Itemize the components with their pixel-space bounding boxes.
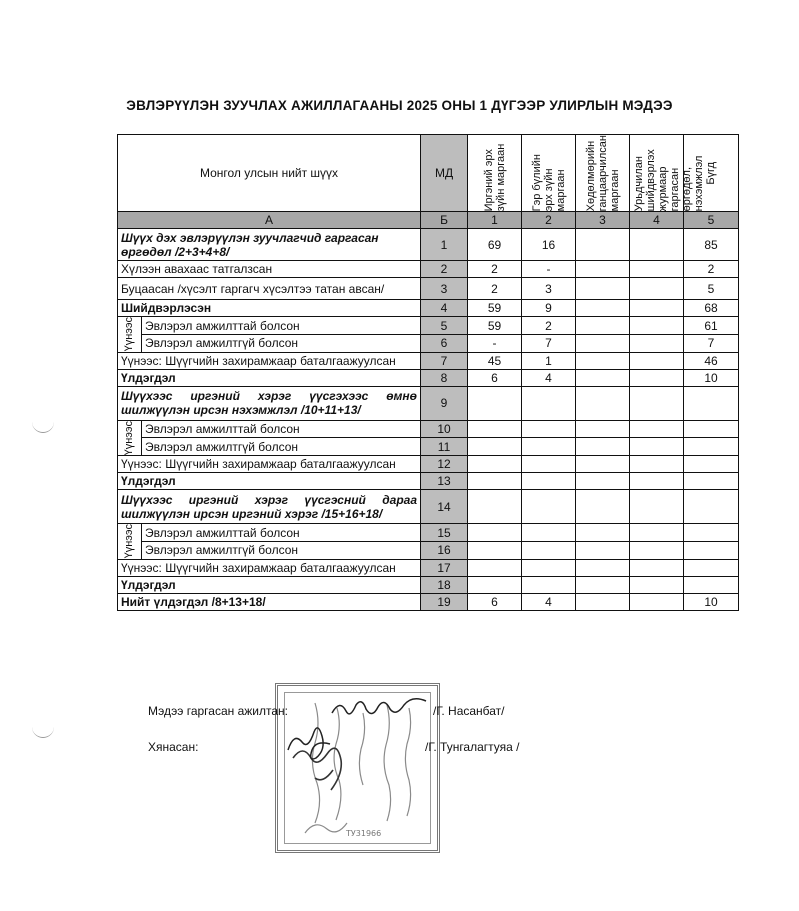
row-cell [576,317,630,335]
table-row [118,456,739,473]
row-cell [468,456,522,473]
header-col-2: Гэр бүлийн эрх зүйн маргаан [522,135,576,212]
row-cell [576,559,630,576]
row-cell: 6 [468,593,522,610]
row-cell: 7 [522,335,576,353]
letter-a: А [118,212,421,229]
header-main: Монгол улсын нийт шүүх [118,135,421,212]
row-cell [576,490,630,524]
reporter-label: Мэдээ гаргасан ажилтан: [148,704,288,718]
row-cell: 46 [684,352,739,369]
row-cell [630,524,684,542]
row-label: Үлдэгдэл [118,369,421,386]
row-cell [630,369,684,386]
row-md: 3 [421,278,468,300]
row-label: Шүүхээс иргэний хэрэг үүсгэсний дараа шилжүүлэн ирсэн иргэний хэрэг /15+16+18/ [118,490,421,524]
row-cell: 59 [468,317,522,335]
row-cell [576,420,630,438]
row-md: 18 [421,576,468,593]
row-cell [522,524,576,542]
row-md: 5 [421,317,468,335]
row-cell [576,524,630,542]
row-cell [684,490,739,524]
row-cell [468,420,522,438]
row-cell: 85 [684,229,739,261]
row-label: Үүнээс: Шүүгчийн захирамжаар баталгаажуулсан [118,352,421,369]
row-md: 10 [421,420,468,438]
row-cell [576,576,630,593]
row-cell [522,420,576,438]
row-cell [468,524,522,542]
letter-5: 5 [684,212,739,229]
row-cell: 4 [522,369,576,386]
row-cell [630,420,684,438]
sub-label: Үүнээс [118,524,142,559]
row-cell: 10 [684,369,739,386]
row-cell [630,576,684,593]
row-cell [576,261,630,278]
row-label: Эвлэрэл амжилттай болсон [142,317,421,335]
row-label: Буцаасан /хүсэлт гаргагч хүсэлтээ татан авсан/ [118,278,421,300]
row-md: 7 [421,352,468,369]
row-cell: 4 [522,593,576,610]
row-cell [684,420,739,438]
row-label: Шийдвэрлэсэн [118,300,421,317]
row-md: 14 [421,490,468,524]
row-cell [576,369,630,386]
sub-label: Үүнээс [118,420,142,455]
row-cell [522,438,576,456]
row-cell [468,438,522,456]
row-cell [630,438,684,456]
row-cell: 2 [468,278,522,300]
row-label: Шүүх дэх эвлэрүүлэн зуучлагчид гаргасан өргөдөл /2+3+4+8/ [118,229,421,261]
row-cell: 6 [468,369,522,386]
header-col-5: Бүгд [684,135,739,212]
row-cell [684,456,739,473]
header-col-4: Урьдчилан шийдвэрлэх журмаар гаргасан өргөдөл, нэхэмжлэл [630,135,684,212]
row-cell [630,386,684,420]
row-cell [630,593,684,610]
row-cell: 3 [522,278,576,300]
table-row [118,559,739,576]
row-cell [630,335,684,353]
row-cell [576,352,630,369]
row-md: 17 [421,559,468,576]
sub-label: Үүнээс [118,317,142,352]
row-cell: 61 [684,317,739,335]
table-row [118,386,739,420]
table-row [118,541,739,559]
row-md: 6 [421,335,468,353]
table-row [118,420,739,438]
row-cell [630,559,684,576]
row-cell [684,541,739,559]
row-cell [576,593,630,610]
row-cell [576,278,630,300]
row-cell [630,229,684,261]
table-header-row [118,135,739,212]
row-label: Үлдэгдэл [118,473,421,490]
row-md: 1 [421,229,468,261]
table-row [118,473,739,490]
checker-signature [282,722,342,762]
row-cell [468,490,522,524]
letter-4: 4 [630,212,684,229]
row-cell [576,300,630,317]
row-cell [468,473,522,490]
row-cell [684,559,739,576]
row-label: Эвлэрэл амжилттай болсон [142,524,421,542]
row-cell [576,541,630,559]
row-cell: 2 [684,261,739,278]
row-cell [522,559,576,576]
table-row [118,438,739,456]
row-cell: - [468,335,522,353]
row-cell [684,438,739,456]
table-row [118,229,739,261]
row-cell: - [522,261,576,278]
row-cell [576,456,630,473]
row-cell: 68 [684,300,739,317]
row-cell [522,490,576,524]
row-label: Үүнээс: Шүүгчийн захирамжаар баталгаажуулсан [118,559,421,576]
row-cell: 2 [468,261,522,278]
row-md: 2 [421,261,468,278]
row-cell: 9 [522,300,576,317]
row-cell [576,335,630,353]
table-row [118,369,739,386]
row-cell [576,438,630,456]
row-md: 9 [421,386,468,420]
row-cell [522,386,576,420]
column-letter-row [118,212,739,229]
row-cell [468,541,522,559]
table-row [118,524,739,542]
row-cell [630,473,684,490]
row-cell [630,541,684,559]
row-md: 16 [421,541,468,559]
row-label: Үүнээс: Шүүгчийн захирамжаар баталгаажуулсан [118,456,421,473]
row-label: Эвлэрэл амжилтгүй болсон [142,541,421,559]
table-row [118,317,739,335]
checker-name: /Г. Тунгалагтуяа / [425,740,520,754]
row-cell: 2 [522,317,576,335]
row-cell [522,576,576,593]
row-cell [576,386,630,420]
row-cell [630,456,684,473]
header-col-1: Иргэний эрх зүйн маргаан [468,135,522,212]
row-cell: 7 [684,335,739,353]
row-cell [684,524,739,542]
row-cell [630,300,684,317]
row-label: Хүлээн авахаас татгалзсан [118,261,421,278]
row-label: Эвлэрэл амжилтгүй болсон [142,438,421,456]
row-cell [630,278,684,300]
table-row [118,352,739,369]
row-cell [630,490,684,524]
row-cell [576,229,630,261]
row-label: Нийт үлдэгдэл /8+13+18/ [118,593,421,610]
row-cell: 5 [684,278,739,300]
table-row [118,490,739,524]
row-cell [468,559,522,576]
reporter-signature [328,697,438,721]
letter-1: 1 [468,212,522,229]
table-row [118,278,739,300]
checker-label: Хянасан: [148,740,199,754]
row-cell [630,317,684,335]
letter-b: Б [421,212,468,229]
row-cell [630,352,684,369]
header-col-3: Хөдөлмөрийн ганцаарчилсан маргаан [576,135,630,212]
row-cell [576,473,630,490]
stamp-code: ТУ31966 [346,829,382,838]
table-row [118,335,739,353]
row-cell: 16 [522,229,576,261]
row-cell [684,473,739,490]
row-cell: 69 [468,229,522,261]
row-cell: 10 [684,593,739,610]
row-label: Үлдэгдэл [118,576,421,593]
row-md: 12 [421,456,468,473]
row-cell [630,261,684,278]
row-label: Шүүхээс иргэний хэрэг үүсгэхээс өмнө шилжүүлэн ирсэн нэхэмжлэл /10+11+13/ [118,386,421,420]
row-cell [468,386,522,420]
reporter-name: /Г. Насанбат/ [433,704,505,718]
row-label: Эвлэрэл амжилтгүй болсон [142,335,421,353]
letter-3: 3 [576,212,630,229]
row-cell [684,576,739,593]
row-md: 11 [421,438,468,456]
row-label: Эвлэрэл амжилттай болсон [142,420,421,438]
margin-mark [32,725,54,738]
row-cell [522,473,576,490]
table-row [118,261,739,278]
row-cell: 45 [468,352,522,369]
row-md: 8 [421,369,468,386]
margin-mark [32,420,54,433]
row-md: 4 [421,300,468,317]
report-table [117,134,739,611]
row-cell: 59 [468,300,522,317]
report-title: ЭВЛЭРҮҮЛЭН ЗУУЧЛАХ АЖИЛЛАГААНЫ 2025 ОНЫ 1 ДҮГЭЭР УЛИРЛЫН МЭДЭЭ [126,98,673,113]
row-cell [522,456,576,473]
table-row [118,593,739,610]
row-md: 15 [421,524,468,542]
row-cell [684,386,739,420]
header-md: МД [421,135,468,212]
table-row [118,300,739,317]
row-md: 13 [421,473,468,490]
row-cell: 1 [522,352,576,369]
row-cell [522,541,576,559]
row-cell [468,576,522,593]
table-row [118,576,739,593]
row-md: 19 [421,593,468,610]
letter-2: 2 [522,212,576,229]
